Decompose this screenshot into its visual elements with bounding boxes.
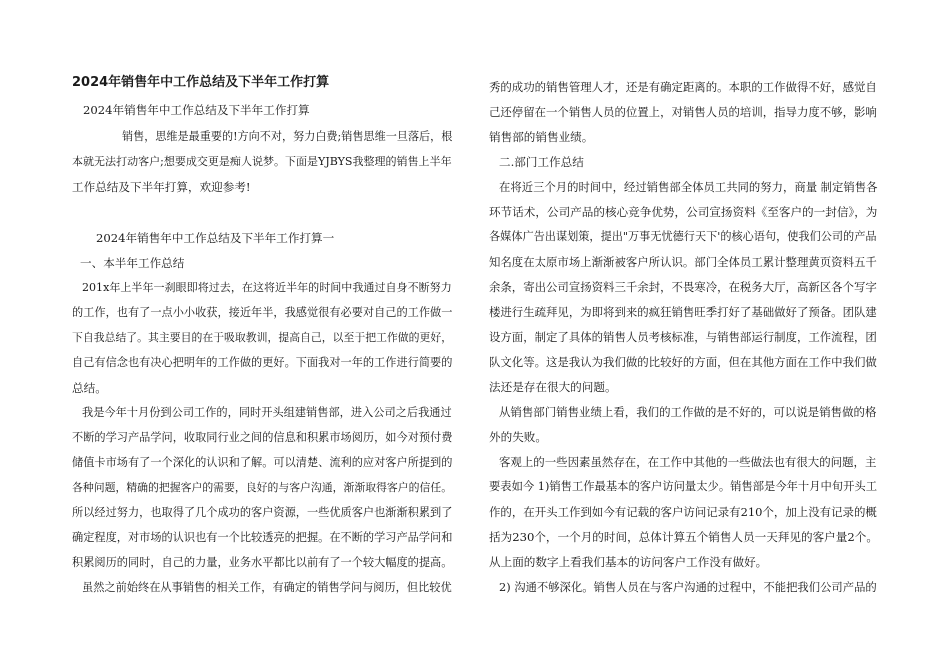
paragraph-line: 总结。 [72,381,107,395]
paragraph-line: 队文化等。这是我认为我们做的比较好的方面，但在其他方面在工作中我们做 [489,355,877,369]
paragraph-line: 销售，思维是最重要的!方向不对，努力白费;销售思维一旦落后，根 [122,130,453,143]
paragraph-line: 储值卡市场有了一个深化的认识和了解。可以清楚、流利的应对客户所提到的 [72,456,453,469]
paragraph-line: 确定程度，对市场的认识也有一个比较透亮的把握。在不断的学习产品学问和 [72,531,453,544]
paragraph-line: 201x年上半年一刹眼即将过去，在这将近半年的时间中我通过自身不断努力 [82,281,452,294]
paragraph-line: 本就无法打动客户;想要成交更是痴人说梦。下面是YJBYS我整理的销售上半年 [72,155,452,168]
paragraph-line: 设方面，制定了具体的销售人员考核标准，与销售部运行制度，工作流程，团 [489,330,877,344]
paragraph-line: 虽然之前始终在从事销售的相关工作，有确定的销售学问与阅历，但比较优 [82,581,452,594]
paragraph-line: 括为230个，一个月的时间，总体计算五个销售人员一天拜见的客户量2个。 [489,530,878,544]
paragraph-line: 下自我总结了。其主要目的在于吸取教训，提高自己，以至于把工作做的更好， [72,331,453,344]
paragraph-line: 外的失败。 [489,430,547,444]
paragraph-line: 销售部的销售业绩。 [489,130,594,144]
paragraph-line: 各种问题，精确的把握客户的需要，良好的与客户沟通，渐渐取得客户的信任。 [72,481,453,494]
paragraph-line: 作的，在开头工作到如今有记载的客户访问记录有210个，加上没有记录的概 [489,505,877,519]
paragraph-line: 在将近三个月的时间中，经过销售部全体员工共同的努力，商量 制定销售各 [499,180,878,194]
paragraph-line: 从销售部门销售业绩上看，我们的工作做的是不好的，可以说是销售做的格 [499,405,877,419]
paragraph-line: 我是今年十月份到公司工作的，同时开头组建销售部，进入公司之后我通过 [82,406,452,419]
document-title: 2024年销售年中工作总结及下半年工作打算 [72,75,330,90]
paragraph-line: 自己有信念也有决心把明年的工作做的更好。下面我对一年的工作进行简要的 [72,356,453,369]
paragraph-line: 余条，寄出公司宣扬资料三千余封，不畏寒冷，在税务大厅，高新区各个写字 [489,280,877,294]
section-heading: 一、本半年工作总结 [80,256,185,270]
paragraph-line: 己还停留在一个销售人员的位置上，对销售人员的培训，指导力度不够，影响 [489,105,877,119]
paragraph-line: 各媒体广告出谋划策，提出"万事无忧德行天下'的核心语句，使我们公司的产品 [489,230,877,243]
paragraph-line: 积累阅历的同时，自己的力量，业务水平都比以前有了一个较大幅度的提高。 [72,556,453,569]
paragraph-line: 工作总结及下半年打算，欢迎参考! [72,180,251,194]
paragraph-line: 秀的成功的销售管理人才，还是有确定距离的。本职的工作做得不好，感觉自 [489,80,877,94]
paragraph-line: 所以经过努力，也取得了几个成功的客户资源，一些优质客户也渐渐积累到了 [72,506,453,519]
paragraph-line: 要表如今 1)销售工作最基本的客户访问量太少。销售部是今年十月中旬开头工 [489,480,877,493]
paragraph-line: 2) 沟通不够深化。销售人员在与客户沟通的过程中，不能把我们公司产品的 [499,580,877,594]
section-heading: 二.部门工作总结 [499,155,584,169]
paragraph-line: 从上面的数字上看我们基本的访问客户工作没有做好。 [489,555,768,569]
subtitle-line: 2024年销售年中工作总结及下半年工作打算 [83,103,310,117]
paragraph-line: 不断的学习产品学问，收取同行业之间的信息和积累市场阅历，如今对预付费 [72,431,453,444]
section-heading: 2024年销售年中工作总结及下半年工作打算一 [96,231,335,245]
paragraph-line: 楼进行生疏拜见，为即将到来的疯狂销售旺季打好了基础做好了预备。团队建 [489,305,877,319]
paragraph-line: 环节话术，公司产品的核心竞争优势，公司宣扬资料《至客户的一封信》，为 [489,205,878,219]
paragraph-line: 法还是存在很大的问题。 [489,380,617,394]
paragraph-line: 的工作，也有了一点小小收获，接近年半，我感觉很有必要对自己的工作做一 [72,306,453,319]
paragraph-line: 客观上的一些因素虽然存在，在工作中其他的一些做法也有很大的问题，主 [499,455,877,469]
paragraph-line: 知名度在太原市场上渐渐被客户所认识。部门全体员工累计整理黄页资料五千 [489,255,877,269]
